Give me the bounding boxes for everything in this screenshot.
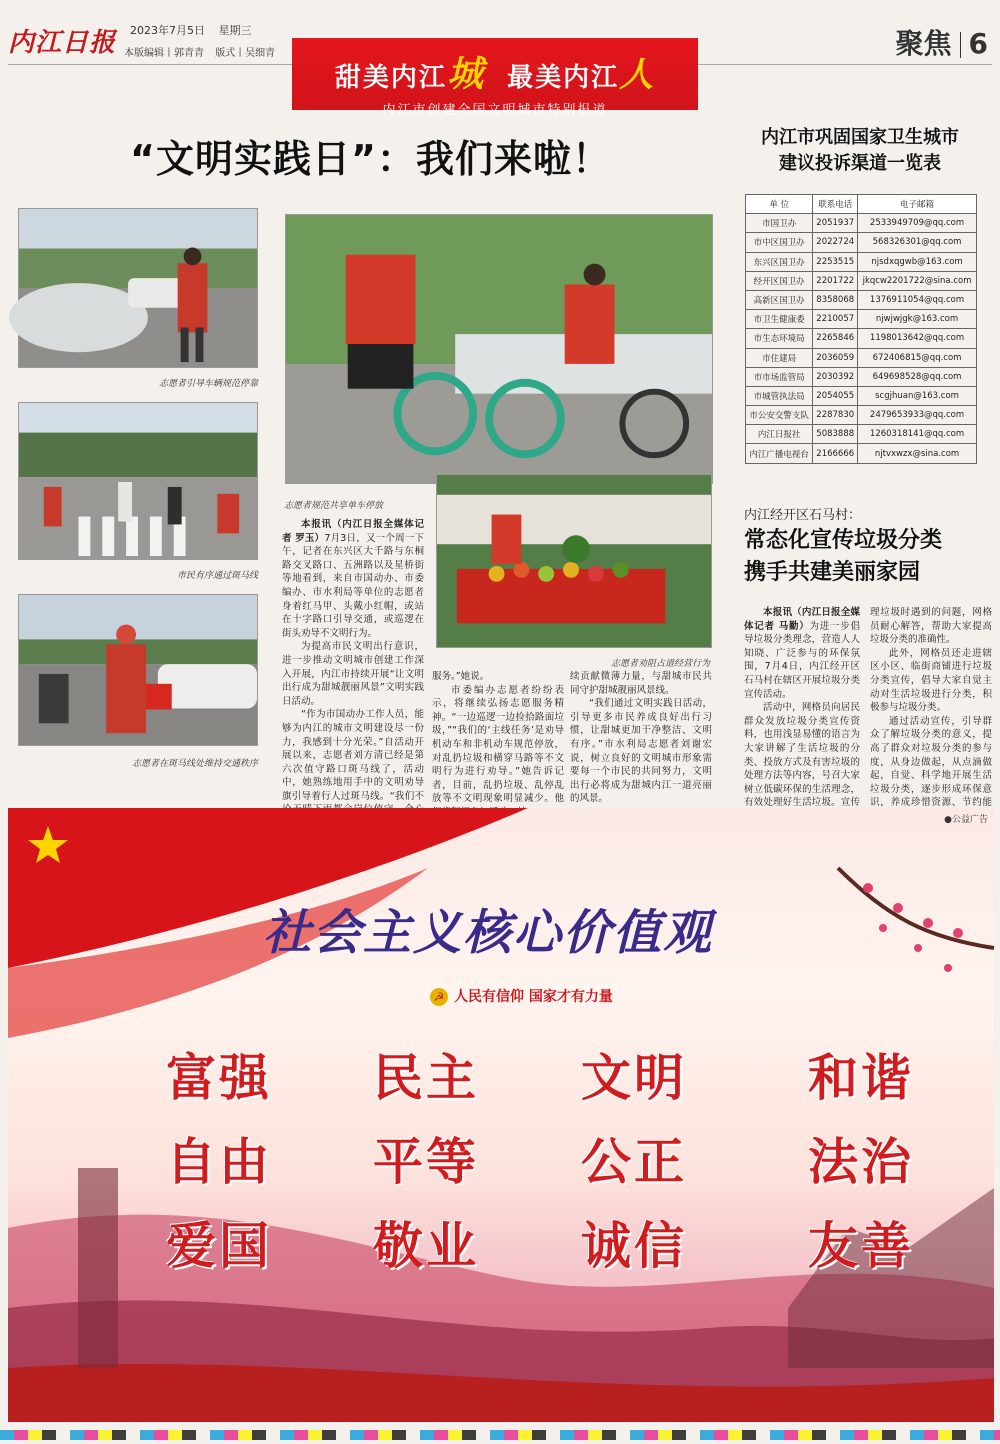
editor-credits	[124, 44, 283, 59]
byline: 本报讯（内江日报全媒体记者 罗玉）	[282, 519, 424, 544]
table-header-row	[746, 195, 977, 214]
core-value: 友善	[808, 1217, 914, 1275]
email-cell: njtvxwzx@sina.com	[858, 444, 977, 463]
story2-col1-paragraph-2: 活动中，网格员向居民群众发放垃圾分类宣传资料，也用浅显易懂的语言为大家讲解了生活垃圾的分类、投放方式及有害垃圾的处理方法等内容，号召大家树立低碳环保的生活理念，有效处理好生活垃圾。宣传	[744, 702, 860, 809]
banner-person-char: 人	[619, 55, 656, 95]
email-cell: 1198013642@qq.com	[858, 329, 977, 348]
campaign-banner	[292, 38, 698, 118]
phone-cell: 2287830	[813, 406, 858, 425]
core-value: 自由	[166, 1133, 272, 1191]
sidebar-title-line2: 建议投诉渠道一览表	[779, 153, 941, 174]
caption-3: 志愿者在斑马线处维持交通秩序	[131, 759, 258, 769]
story2-col2-paragraph-1: 理垃圾时遇到的问题，网格员耐心解答，帮助大家提高垃圾分类的准确性。	[870, 607, 992, 646]
sidebar-title-line1: 内江市巩固国家卫生城市	[761, 127, 959, 148]
unit-cell: 市国卫办	[746, 214, 813, 233]
story2-col1-paragraph-1: 为进一步倡导垃圾分类理念，营造人人知晓、广泛参与的环保氛围，7月4日，内江经开区石马村在辖区开展垃圾分类宣传活动。	[744, 620, 860, 700]
table-row	[746, 348, 977, 367]
caption-1: 志愿者引导车辆规范停靠	[158, 379, 258, 389]
editor: 本版编辑丨郭青青	[124, 48, 204, 59]
story2-col2-paragraph-2: 此外，网格员还走进辖区小区、临街商铺进行垃圾分类宣传，倡导大家自觉主动对生活垃圾进行分类，积极参与垃圾分类。	[870, 647, 992, 714]
core-value: 诚信	[581, 1217, 687, 1275]
table-row	[746, 214, 977, 233]
phone-cell: 2253515	[813, 252, 858, 271]
banner-city-char: 城	[446, 54, 485, 95]
unit-cell: 市中区国卫办	[746, 233, 813, 252]
unit-cell: 市市场监管局	[746, 367, 813, 386]
unit-cell: 内江日报社	[746, 425, 813, 444]
email-cell: 1376911054@qq.com	[858, 290, 977, 309]
story2-title	[744, 524, 942, 588]
unit-cell: 高新区国卫办	[746, 290, 813, 309]
photo-parking-guidance	[18, 208, 258, 368]
table-row	[746, 425, 977, 444]
core-value: 爱国	[166, 1217, 272, 1275]
table-row	[746, 233, 977, 252]
banner-part1: 甜美内江	[334, 63, 447, 93]
core-value: 富强	[166, 1049, 272, 1107]
story2-column-1	[744, 606, 860, 809]
phone-cell: 2210057	[813, 310, 858, 329]
party-emblem-icon: ☭	[430, 988, 448, 1006]
col1-paragraph-1: 7月3日，又一个周一下午，记者在东兴区大千路与东桐路交叉路口、五洲路以及星桥街等地看到，来自市国动办、市委编办、市水利局等单位的志愿者身着红马甲、头戴小红帽，或站在十字路口引导交通，或巡逻在街头劝导不文明行为。	[282, 532, 424, 639]
article-column-3	[570, 670, 712, 805]
core-value: 公正	[581, 1133, 687, 1191]
phone-cell: 5083888	[813, 425, 858, 444]
psa-label: ●公益广告	[944, 815, 988, 825]
weekday: 星期三	[218, 24, 252, 37]
story2-title-line2: 携手共建美丽家园	[744, 559, 921, 585]
core-values-poster	[8, 808, 994, 1422]
phone-cell: 2030392	[813, 367, 858, 386]
sidebar-title	[730, 125, 990, 177]
table-row	[746, 271, 977, 290]
email-cell: 2533949709@qq.com	[858, 214, 977, 233]
email-cell: 672406815@qq.com	[858, 348, 977, 367]
core-value: 民主	[373, 1049, 479, 1107]
column-header: 联系电话	[813, 195, 858, 214]
column-header: 单 位	[746, 195, 813, 214]
unit-cell: 市生态环境局	[746, 329, 813, 348]
email-cell: njwjwjgk@163.com	[858, 310, 977, 329]
phone-cell: 2036059	[813, 348, 858, 367]
phone-cell: 2051937	[813, 214, 858, 233]
caption-5: 志愿者劝阻占道经营行为	[610, 659, 710, 669]
date: 2023年7月5日	[130, 24, 205, 37]
divider	[960, 32, 961, 58]
section-tag	[896, 22, 989, 62]
phone-cell: 2201722	[813, 271, 858, 290]
article-column-1	[282, 518, 424, 802]
poster-title: 社会主义核心价值观	[263, 905, 714, 961]
phone-cell: 8358068	[813, 290, 858, 309]
banner-slogan	[292, 46, 698, 97]
banner-subtitle: 内江市创建全国文明城市特别报道	[382, 103, 608, 118]
article-column-2	[432, 670, 564, 805]
page-number: 6	[968, 27, 988, 60]
email-cell: 1260318141@qq.com	[858, 425, 977, 444]
slogan-text: 人民有信仰 国家才有力量	[454, 989, 613, 1005]
unit-cell: 内江广播电视台	[746, 444, 813, 463]
core-value: 法治	[808, 1133, 914, 1191]
core-value: 平等	[373, 1133, 479, 1191]
email-cell: jkqcw2201722@sina.com	[858, 271, 977, 290]
table-row	[746, 290, 977, 309]
col2-paragraph-1: 服务。”她说。	[432, 671, 490, 682]
masthead-logo: 内江日报	[8, 28, 117, 58]
email-cell: 568326301@qq.com	[858, 233, 977, 252]
table-row	[746, 252, 977, 271]
unit-cell: 东兴区国卫办	[746, 252, 813, 271]
color-registration-bar	[0, 1430, 1000, 1440]
complaint-channels-table	[745, 194, 977, 464]
photo-crosswalk	[18, 402, 258, 560]
unit-cell: 市公安交警支队	[746, 406, 813, 425]
col3-paragraph-1: 续贡献微薄力量，与甜城市民共同守护甜城靓丽风景线。	[570, 671, 712, 696]
article-title: “文明实践日”：我们来啦！	[130, 137, 611, 181]
caption-4: 志愿者规范共享单车停放	[284, 501, 384, 511]
column-header: 电子邮箱	[858, 195, 977, 214]
table-row	[746, 310, 977, 329]
layout-editor: 版式丨吴细青	[215, 48, 276, 59]
core-value: 文明	[581, 1049, 687, 1107]
unit-cell: 市城管执法局	[746, 386, 813, 405]
unit-cell: 市卫生健康委	[746, 310, 813, 329]
email-cell: 2479653933@qq.com	[858, 406, 977, 425]
email-cell: scgjhuan@163.com	[858, 386, 977, 405]
story2-column-2	[870, 606, 992, 809]
story2-col2-paragraph-3: 通过活动宣传，引导群众了解垃圾分类的意义，提高了群众对垃圾分类的参与度，从身边做起，从点滴做起，自觉、科学地开展生活垃圾分类，逐步形成环保意识，养成珍惜资源、节约能	[870, 715, 992, 809]
table-row	[746, 406, 977, 425]
table-row	[746, 329, 977, 348]
photo-street-vendor	[436, 474, 712, 648]
table-row	[746, 444, 977, 463]
story2-title-line1: 常态化宣传垃圾分类	[744, 527, 943, 553]
story2-byline: 本报讯（内江日报全媒体记者 马勤）	[744, 607, 860, 632]
phone-cell: 2166666	[813, 444, 858, 463]
core-value: 和谐	[808, 1049, 914, 1107]
col1-paragraph-2: 为提高市民文明出行意识，进一步推动文明城市创建工作深入开展，内江市持续开展“让文明出行成为甜城靓丽风景”文明实践日活动。	[282, 641, 424, 707]
caption-2: 市民有序通过斑马线	[176, 571, 258, 581]
phone-cell: 2022724	[813, 233, 858, 252]
email-cell: njsdxqgwb@163.com	[858, 252, 977, 271]
section-name: 聚焦	[895, 27, 952, 60]
table-row	[746, 386, 977, 405]
unit-cell: 经开区国卫办	[746, 271, 813, 290]
issue-date	[130, 22, 262, 38]
col3-paragraph-2: “我们通过文明实践日活动，引导更多市民养成良好出行习惯，让甜城更加干净整洁、文明有序。”市水利局志愿者刘谢宏说，树立良好的文明城市形象需要每一个市民的共同努力，文明出行必将成为甜城内江一道亮丽的风景。	[570, 698, 712, 805]
photo-bike-parking	[285, 214, 713, 484]
table-row	[746, 367, 977, 386]
photo-traffic-order	[18, 594, 258, 746]
phone-cell: 2265846	[813, 329, 858, 348]
phone-cell: 2054055	[813, 386, 858, 405]
col1-paragraph-3: “作为市国动办工作人员，能够为内江的城市文明建设尽一份力，我感到十分光荣。”自活动开展以来，志愿者刘方清已经是第六次值守路口斑马线了，活动中，她熟练地用手中的文明劝导旗引导着行人过斑马线。“我们不	[282, 709, 424, 802]
poster-slogan	[430, 986, 613, 1006]
email-cell: 649698528@qq.com	[858, 367, 977, 386]
col2-paragraph-2: 市委编办志愿者纷纷表示，将继续弘扬志愿服务精神。“一边巡逻一边捡拾路面垃圾，”“我们的‘主线任务’是劝导机动车和非机动车规范停放，对乱扔垃圾和横穿马路等不文明行为进行劝导。”她告诉记者，目前，乱扔垃圾、乱停乱放等不文明现象明显减少。他	[432, 684, 564, 805]
banner-part2: 最美内江	[507, 63, 620, 93]
core-value: 敬业	[373, 1217, 479, 1275]
story2-kicker: 内江经开区石马村：	[744, 508, 862, 523]
unit-cell: 市住建局	[746, 348, 813, 367]
